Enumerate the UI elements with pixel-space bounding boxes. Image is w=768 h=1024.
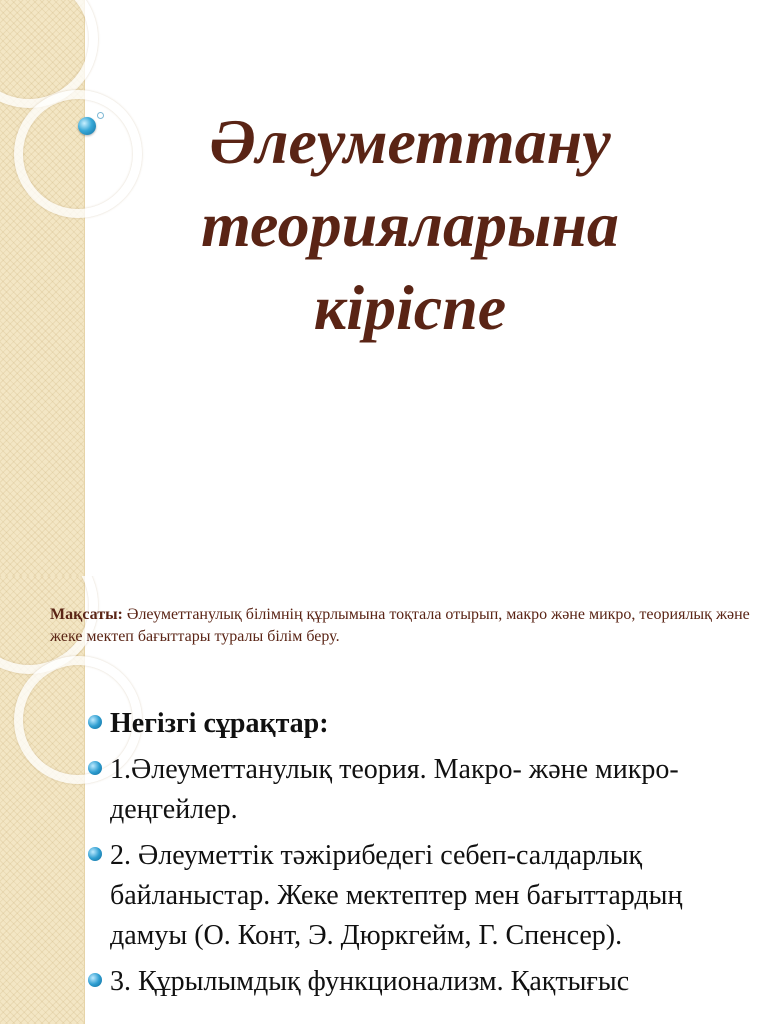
list-item: [88, 750, 758, 830]
slide-title: [120, 100, 700, 349]
content-slide: [0, 576, 768, 1024]
list-item-text: Негізгі сұрақтар:: [110, 708, 329, 739]
goal-text: Әлеуметтанулық білімнің құрлымына тоқтала отырып, макро және микро, теориялық және жеке мектеп бағыттары туралы білім беру.: [50, 606, 750, 645]
list-item-text: 2. Әлеуметтік тәжірибедегі себеп-салдарлық байланыстар. Жеке мектептер мен бағыттардың дамуы (О. Конт, Э. Дюркгейм, Г. Спенсер).: [110, 840, 683, 951]
goal-paragraph: [50, 604, 750, 648]
title-line: теорияларына: [201, 189, 619, 260]
decorative-side-strip: [0, 0, 85, 576]
list-item-text: 1.Әлеуметтанулық теория. Макро- және микро-деңгейлер.: [110, 754, 679, 825]
title-line: кіріспе: [313, 272, 507, 343]
title-line: Әлеуметтану: [209, 106, 611, 177]
list-item: [88, 836, 758, 956]
questions-list: [88, 704, 758, 1008]
list-item-text: 3. Құрылымдық функционализм. Қақтығыс: [110, 966, 630, 997]
blue-orb-icon: [78, 117, 96, 135]
list-item: [88, 704, 758, 744]
small-ring-icon: [97, 112, 104, 119]
bullet-icon: [88, 847, 102, 861]
goal-label: Мақсаты:: [50, 606, 123, 623]
list-item: [88, 962, 758, 1002]
bullet-icon: [88, 715, 102, 729]
bullet-icon: [88, 761, 102, 775]
bullet-icon: [88, 973, 102, 987]
